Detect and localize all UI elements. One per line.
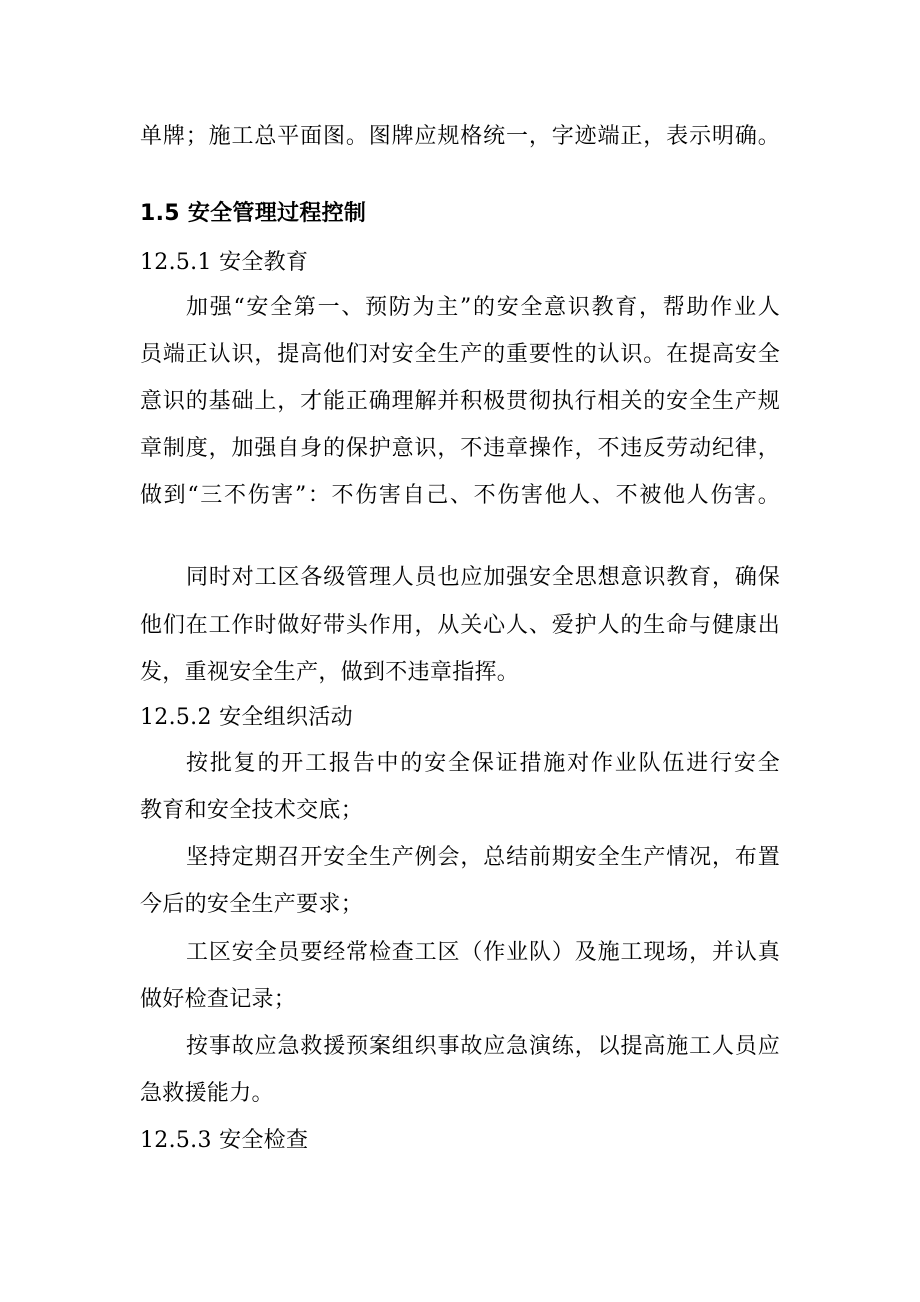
body-line: 意识的基础上，才能正确理解并积极贯彻执行相关的安全生产规 [140,389,780,414]
subsection-heading: 12.5.2 安全组织活动 [140,705,353,730]
body-line: 工区安全员要经常检查工区（作业队）及施工现场，并认真 [186,940,780,965]
body-line: 他们在工作时做好带头作用，从关心人、爱护人的生命与健康出 [140,613,780,638]
body-line: 做到“三不伤害”：不伤害自己、不伤害他人、不被他人伤害。 [140,483,780,508]
body-line: 急救援能力。 [140,1081,274,1106]
body-line: 同时对工区各级管理人员也应加强安全思想意识教育，确保 [186,565,780,590]
section-heading: 1.5 安全管理过程控制 [140,201,367,226]
subsection-heading: 12.5.3 安全检查 [140,1128,309,1153]
body-line: 加强“安全第一、预防为主”的安全意识教育，帮助作业人 [186,295,780,320]
body-line: 按事故应急救援预案组织事故应急演练，以提高施工人员应 [186,1034,780,1059]
body-line: 教育和安全技术交底； [140,798,364,823]
body-line: 单牌；施工总平面图。图牌应规格统一，字迹端正，表示明确。 [140,124,780,149]
body-line: 章制度，加强自身的保护意识，不违章操作，不违反劳动纪律， [140,436,780,461]
body-line: 发，重视安全生产，做到不违章指挥。 [140,660,520,685]
body-line: 坚持定期召开安全生产例会，总结前期安全生产情况，布置 [186,845,780,870]
body-line: 员端正认识，提高他们对安全生产的重要性的认识。在提高安全 [140,342,780,367]
body-line: 按批复的开工报告中的安全保证措施对作业队伍进行安全 [186,751,780,776]
subsection-heading: 12.5.1 安全教育 [140,250,309,275]
body-line: 做好检查记录； [140,987,297,1012]
body-line: 今后的安全生产要求； [140,892,364,917]
